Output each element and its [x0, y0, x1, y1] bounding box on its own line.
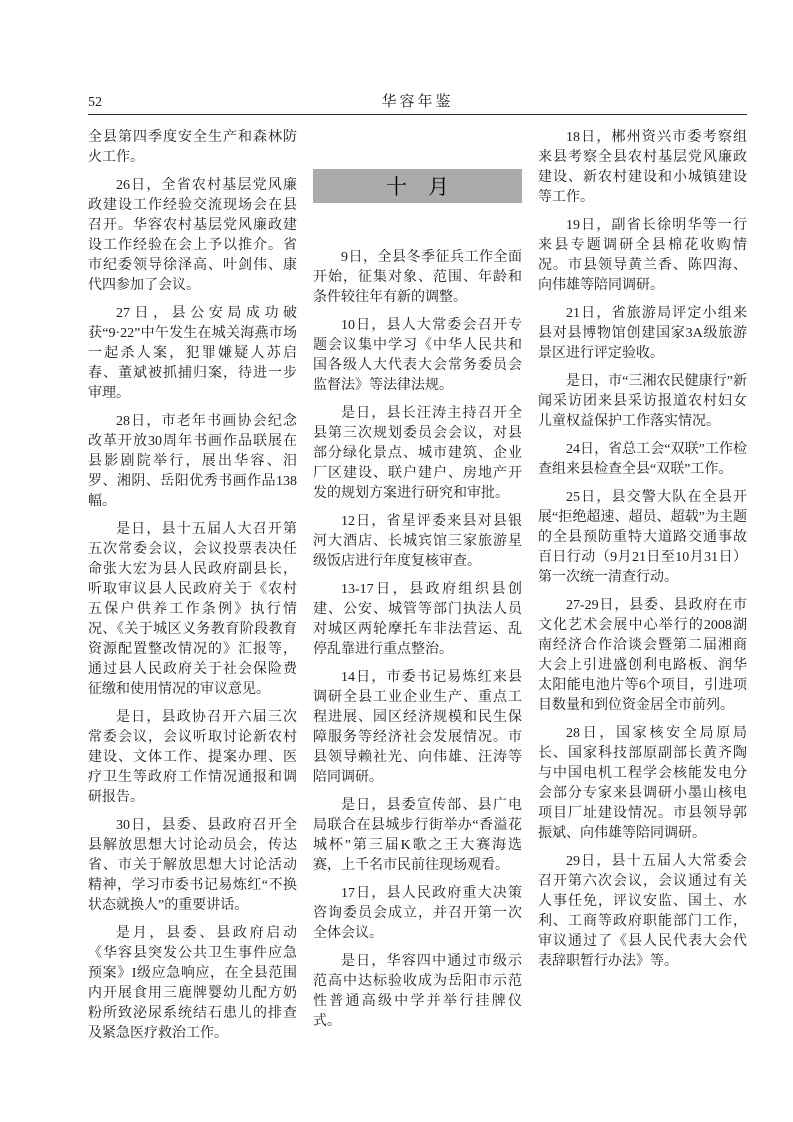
- entry-paragraph: 是日，市“三湘农民健康行”新闻采访团来县采访报道农村妇女儿童权益保护工作落实情况。: [538, 374, 747, 429]
- entry-paragraph: 是日，县政协召开六届三次常委会议，会议听取讨论新农村建设、文体工作、提案办理、医疗卫生等政府工作情况通报和调研报告。: [88, 710, 297, 805]
- entry-paragraph: 29日，县十五届人大常委会召开第六次会议，会议通过有关人事任免，评议安监、国土、水利、工商等政府职能部门工作，审议通过了《县人民代表大会代表辞职暂行办法》等。: [538, 854, 747, 969]
- column-right: [538, 128, 747, 1052]
- month-title: 十 月: [386, 175, 449, 199]
- entry-paragraph: 12日，省星评委来县对县银河大酒店、长城宾馆三家旅游星级饭店进行年度复核审查。: [313, 514, 522, 569]
- entry-paragraph: 9日，全县冬季征兵工作全面开始，征集对象、范围、年龄和条件较往年有新的调整。: [313, 250, 522, 305]
- header-rule: [88, 114, 747, 115]
- entry-paragraph: 18日，郴州资兴市委考察组来县考察全县农村基层党风廉政建设、新农村建设和小城镇建设等工作。: [538, 130, 747, 205]
- column-left: [88, 128, 297, 1052]
- page-header: [88, 90, 747, 110]
- entry-paragraph: 全县第四季度安全生产和森林防火工作。: [88, 130, 297, 165]
- entry-paragraph: 27日，县公安局成功破获“9·22”中午发生在城关海燕市场一起杀人案，犯罪嫌疑人苏启春、董斌被抓捕归案，待进一步审理。: [88, 306, 297, 401]
- entry-paragraph: 10日，县人大常委会召开专题会议集中学习《中华人民共和国各级人大代表大会常务委员会监督法》等法律法规。: [313, 318, 522, 393]
- entry-paragraph: 是日，华容四中通过市级示范高中达标验收成为岳阳市示范性普通高级中学并举行挂牌仪式。: [313, 954, 522, 1029]
- book-title: 华容年鉴: [381, 94, 454, 110]
- entry-paragraph: 14日，市委书记易炼红来县调研全县工业企业生产、重点工程进展、园区经济规模和民生保障服务等经济社会发展情况。市县领导赖社光、向伟雄、汪涛等陪同调研。: [313, 670, 522, 785]
- entry-paragraph: 是日，县十五届人大召开第五次常委会议，会议投票表决任命张大宏为县人民政府副县长，听取审议县人民政府关于《农村五保户供养工作条例》执行情况、《关于城区义务教育阶段教育资源配置整改情况的》汇报等，通过县人民政府关于社会保险费征缴和使用情况的审议意见。: [88, 522, 297, 697]
- entry-paragraph: 是日，县长汪涛主持召开全县第三次规划委员会会议，对县部分绿化景点、城市建筑、企业厂区建设、联户建户、房地产开发的规划方案进行研究和审批。: [313, 406, 522, 501]
- entry-paragraph: 25日，县交警大队在全县开展“拒绝超速、超员、超载”为主题的全县预防重特大道路交通事故百日行动（9月21日至10月31日）第一次统一清查行动。: [538, 490, 747, 585]
- entry-paragraph: 19日，副省长徐明华等一行来县专题调研全县棉花收购情况。市县领导黄兰香、陈四海、向伟雄等陪同调研。: [538, 218, 747, 293]
- month-section-header: [313, 169, 522, 203]
- entry-paragraph: 30日，县委、县政府召开全县解放思想大讨论动员会，传达省、市关于解放思想大讨论活动精神，学习市委书记易炼红“不换状态就换人”的重要讲话。: [88, 818, 297, 913]
- entry-paragraph: 24日，省总工会“双联”工作检查组来县检查全县“双联”工作。: [538, 442, 747, 477]
- column-middle: [313, 128, 522, 1052]
- entry-paragraph: 是月，县委、县政府启动《华容县突发公共卫生事件应急预案》I级应急响应，在全县范围内开展食用三鹿牌婴幼儿配方奶粉所致泌尿系统结石患儿的排查及紧急医疗救治工作。: [88, 926, 297, 1041]
- entry-paragraph: 27-29日，县委、县政府在市文化艺术会展中心举行的2008湖南经济合作洽谈会暨第二届湘商大会上引进盛创利电路板、润华太阳能电池片等6个项目，引进项目数量和到位资金居全市前列。: [538, 598, 747, 713]
- entry-paragraph: 26日，全省农村基层党风廉政建设工作经验交流现场会在县召开。华容农村基层党风廉政建设工作经验在会上予以推介。省市纪委领导徐泽高、叶剑伟、康代四参加了会议。: [88, 178, 297, 293]
- page-number: 52: [88, 95, 102, 110]
- entry-paragraph: 21日，省旅游局评定小组来县对县博物馆创建国家3A级旅游景区进行评定验收。: [538, 306, 747, 361]
- entry-paragraph: 是日，县委宣传部、县广电局联合在县城步行街举办“香溢花城杯”第三届K歌之王大赛海选赛，上千名市民前往现场观看。: [313, 798, 522, 873]
- entry-paragraph: 28日，市老年书画协会纪念改革开放30周年书画作品联展在县影剧院举行，展出华容、汨罗、湘阴、岳阳优秀书画作品138幅。: [88, 414, 297, 509]
- entry-paragraph: 28日，国家核安全局原局长、国家科技部原副部长黄齐陶与中国电机工程学会核能发电分会部分专家来县调研小墨山核电项目厂址建设情况。市县领导郭振斌、向伟雄等陪同调研。: [538, 726, 747, 841]
- entry-paragraph: 17日，县人民政府重大决策咨询委员会成立，并召开第一次全体会议。: [313, 886, 522, 941]
- entry-paragraph: 13-17日，县政府组织县创建、公安、城管等部门执法人员对城区两轮摩托车非法营运、乱停乱靠进行重点整治。: [313, 582, 522, 657]
- content-columns: [88, 128, 747, 1052]
